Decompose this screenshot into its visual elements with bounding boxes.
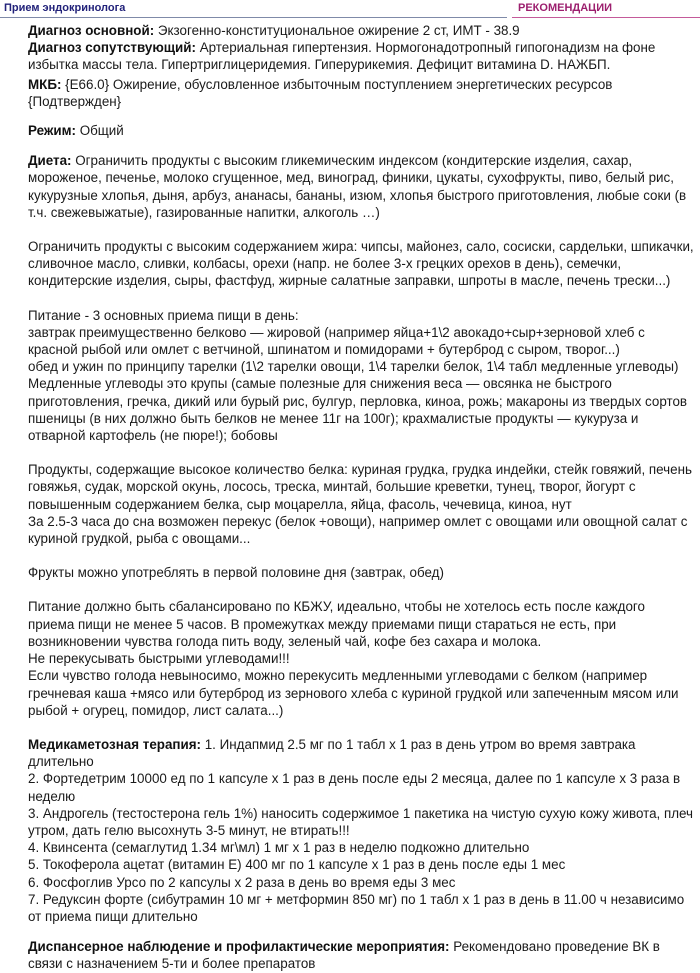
therapy-label: Медикаметозная терапия: bbox=[28, 736, 201, 752]
diagnosis-secondary bbox=[28, 39, 694, 73]
evening-snack: За 2.5-3 часа до сна возможен перекус (белок +овощи), например омлет с овощами или овощной салат с куриной грудкой, рыба с овощами... bbox=[28, 513, 688, 547]
diagnosis-main-text: Экзогенно-конституциональное ожирение 2 ст, ИМТ - 38.9 bbox=[157, 23, 520, 38]
no-fast-carbs: Не перекусывать быстрыми углеводами!!! bbox=[28, 651, 290, 667]
nutrition-intro: Питание - 3 основных приема пищи в день: bbox=[28, 307, 299, 323]
diet bbox=[28, 152, 694, 221]
therapy bbox=[28, 736, 694, 770]
diagnosis-secondary-text: Артериальная гипертензия. Нормогонадотропный гипогонадизм на фоне избытка массы тела. Гипертриглицеридемия. Гиперурикемия. Дефицит витамина D. НАЖБП. bbox=[28, 40, 656, 73]
followup bbox=[28, 938, 694, 972]
icd-label: МКБ: bbox=[28, 76, 62, 92]
recommendations-tab[interactable] bbox=[512, 0, 700, 18]
diagnosis-secondary-label: Диагноз сопутствующий: bbox=[28, 40, 196, 56]
header-bar bbox=[0, 0, 700, 19]
followup-text: Рекомендовано проведение ВК в связи с назначением 5-ти и более препаратов bbox=[28, 939, 660, 972]
balance-text: Питание должно быть сбалансировано по КБЖУ, идеально, чтобы не хотелось есть после каждого приема пищи не менее 5 часов. В промежутках между приемами пищи стараться не есть, при возникновении чувства голода пить воду, зеленый чай, кофе без сахара и молока. bbox=[28, 599, 645, 649]
nutrition-breakfast: завтрак преимущественно белково — жировой (например яйца+1\2 авокадо+сыр+зерновой хлеб с красной рыбой или омлет с ветчиной, шпинатом и помидорами + бутерброд с сыром, творог...) bbox=[28, 324, 645, 358]
protein-products: Продукты, содержащие высокое количество белка: куриная грудка, грудка индейки, стейк говяжий, печень говяжья, судак, морской окунь, лосось, треска, минтай, большие креветки, тунец, творог, йогурт с повышенным содержанием белка, сыр моцарелла, яйца, фасоль, чечевица, киноа, нут bbox=[28, 462, 692, 512]
nutrition-lunch-dinner: обед и ужин по принципу тарелки (1\2 тарелки овощи, 1\4 тарелки белок, 1\4 табл медленные углеводы) bbox=[28, 359, 679, 375]
therapy-item: 5. Токоферола ацетат (витамин Е) 400 мг по 1 капсуле х 1 раз в день после еды 1 мес bbox=[28, 857, 566, 873]
diagnosis-main bbox=[28, 22, 694, 39]
therapy-item: 7. Редуксин форте (сибутрамин 10 мг + метформин 850 мг) по 1 табл х 1 раз в день в 11.00 ч независимо от приема пищи длительно bbox=[28, 891, 685, 924]
therapy-item: 1. Индапмид 2.5 мг по 1 табл х 1 раз в день утром во время завтрака длительно bbox=[28, 736, 636, 770]
therapy-item: 4. Квинсента (семаглутид 1.34 мг\мл) 1 мг х 1 раз в неделю подкожно длительно bbox=[28, 840, 530, 856]
visit-header bbox=[0, 0, 507, 18]
icd-text: {E66.0} Ожирение, обусловленное избыточным поступлением энергетических ресурсов {Подтвержден} bbox=[28, 76, 628, 109]
followup-label: Диспансерное наблюдение и профилактические мероприятия: bbox=[28, 939, 450, 955]
regime-label: Режим: bbox=[28, 123, 76, 139]
diagnosis-main-label: Диагноз основной: bbox=[28, 23, 155, 38]
therapy-item: 3. Андрогель (тестостерона гель 1%) наносить содержимое 1 пакетика на чистую сухую кожу живота, плеч утром, дать гелю высохнуть 3-5 минут, не втирать!!! bbox=[28, 805, 694, 838]
regime bbox=[28, 122, 694, 139]
diet-label: Диета: bbox=[28, 153, 72, 169]
hunger-snack: Если чувство голода невыносимо, можно перекусить медленными углеводами с белком (например гречневая каша +мясо или бутерброд из зернового хлеба с куриной грудкой или запеченным мясом или рыбой + огурец, помидор, лист салата...) bbox=[28, 668, 679, 718]
therapy-item: 2. Фортедетрим 10000 ед по 1 капсуле х 1 раз в день после еды 2 месяца, далее по 1 капсуле х 3 раза в неделю bbox=[28, 771, 681, 804]
nutrition-slow-carbs: Медленные углеводы это крупы (самые полезные для снижения веса — овсянка не быстрого приготовления, гречка, дикий или бурый рис, булгур, перловка, киноа, рожь; макароны из твердых сортов пшеницы (в них должно быть белков не менее 11г на 100г); крахмалистые продукты — кукуруза и отварной картофель (не пюре!); бобовы bbox=[28, 376, 688, 444]
document-body bbox=[28, 22, 694, 973]
recommendations-tab-label: РЕКОМЕНДАЦИИ bbox=[518, 2, 613, 14]
therapy-item: 6. Фосфоглив Урсо по 2 капсулы х 2 раза в день во время еды 3 мес bbox=[28, 874, 456, 890]
icd-code bbox=[28, 76, 694, 110]
diet-text: Ограничить продукты с высоким гликемическим индексом (кондитерские изделия, сахар, мороженое, печенье, молоко сгущенное, мед, виноград, финики, цукаты, сухофрукты, пиво, белый рис, кукурузные хлопья, дыня, арбуз, ананасы, бананы, изюм, хлопья быстрого приготовления, любые соки (в т.ч. свежевыжатые), газированные напитки, алкоголь …) bbox=[28, 153, 687, 220]
fruits-text: Фрукты можно употреблять в первой половине дня (завтрак, обед) bbox=[28, 565, 444, 581]
visit-title: Прием эндокринолога bbox=[4, 2, 126, 14]
regime-text: Общий bbox=[79, 123, 124, 139]
fat-limit-text: Ограничить продукты с высоким содержанием жира: чипсы, майонез, сало, сосиски, сардельки, шпикачки, сливочное масло, сливки, колбасы, орехи (напр. не более 3-х грецких орехов в день), семечки, кондитерские изделия, сыры, фастфуд, жирные салатные заправки, шпроты в масле, печень трески...) bbox=[28, 239, 694, 289]
